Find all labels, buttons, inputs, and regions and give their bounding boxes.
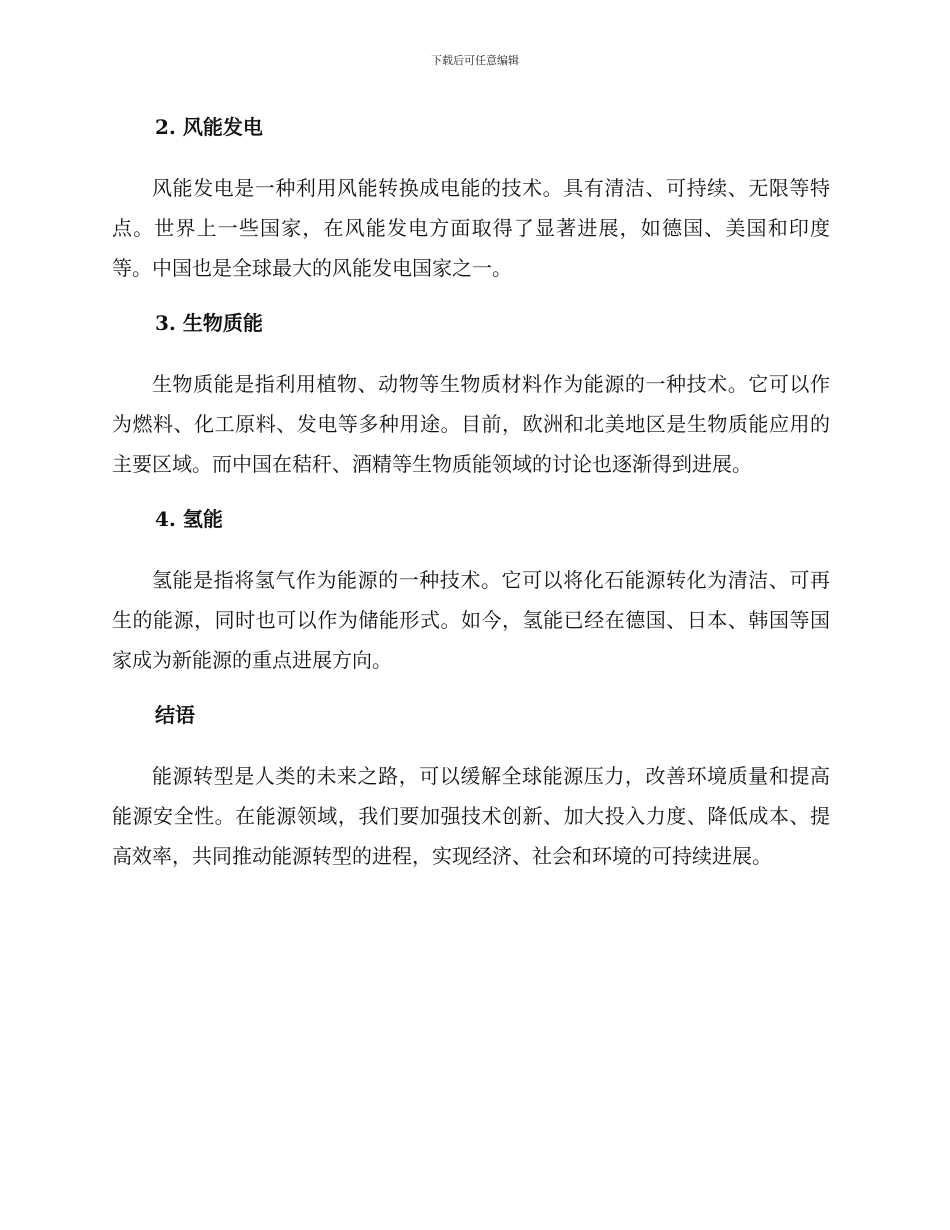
section-heading-biomass-energy: 3. 生物质能 [155, 311, 263, 335]
section-paragraph-hydrogen-energy: 氢能是指将氢气作为能源的一种技术。它可以将化石能源转化为清洁、可再生的能源，同时也可以作为储能形式。如今，氢能已经在德国、日本、韩国等国家成为新能源的重点进展方向。 [112, 568, 830, 672]
section-paragraph-conclusion: 能源转型是人类的未来之路，可以缓解全球能源压力，改善环境质量和提高能源安全性。在能源领域，我们要加强技术创新、加大投入力度、降低成本、提高效率，共同推动能源转型的进程，实现经济、社会和环境的可持续进展。 [112, 764, 830, 868]
page-header: 下载后可任意编辑 [431, 54, 519, 67]
section-heading-conclusion: 结语 [155, 703, 195, 727]
section-heading-hydrogen-energy: 4. 氢能 [155, 507, 223, 531]
section-paragraph-wind-power: 风能发电是一种利用风能转换成电能的技术。具有清洁、可持续、无限等特点。世界上一些国家，在风能发电方面取得了显著进展，如德国、美国和印度等。中国也是全球最大的风能发电国家之一。 [112, 176, 830, 280]
document-body [112, 112, 830, 876]
section-heading-wind-power: 2. 风能发电 [155, 115, 263, 139]
section-paragraph-biomass-energy: 生物质能是指利用植物、动物等生物质材料作为能源的一种技术。它可以作为燃料、化工原料、发电等多种用途。目前，欧洲和北美地区是生物质能应用的主要区域。而中国在秸秆、酒精等生物质能领域的讨论也逐渐得到进展。 [112, 372, 830, 476]
